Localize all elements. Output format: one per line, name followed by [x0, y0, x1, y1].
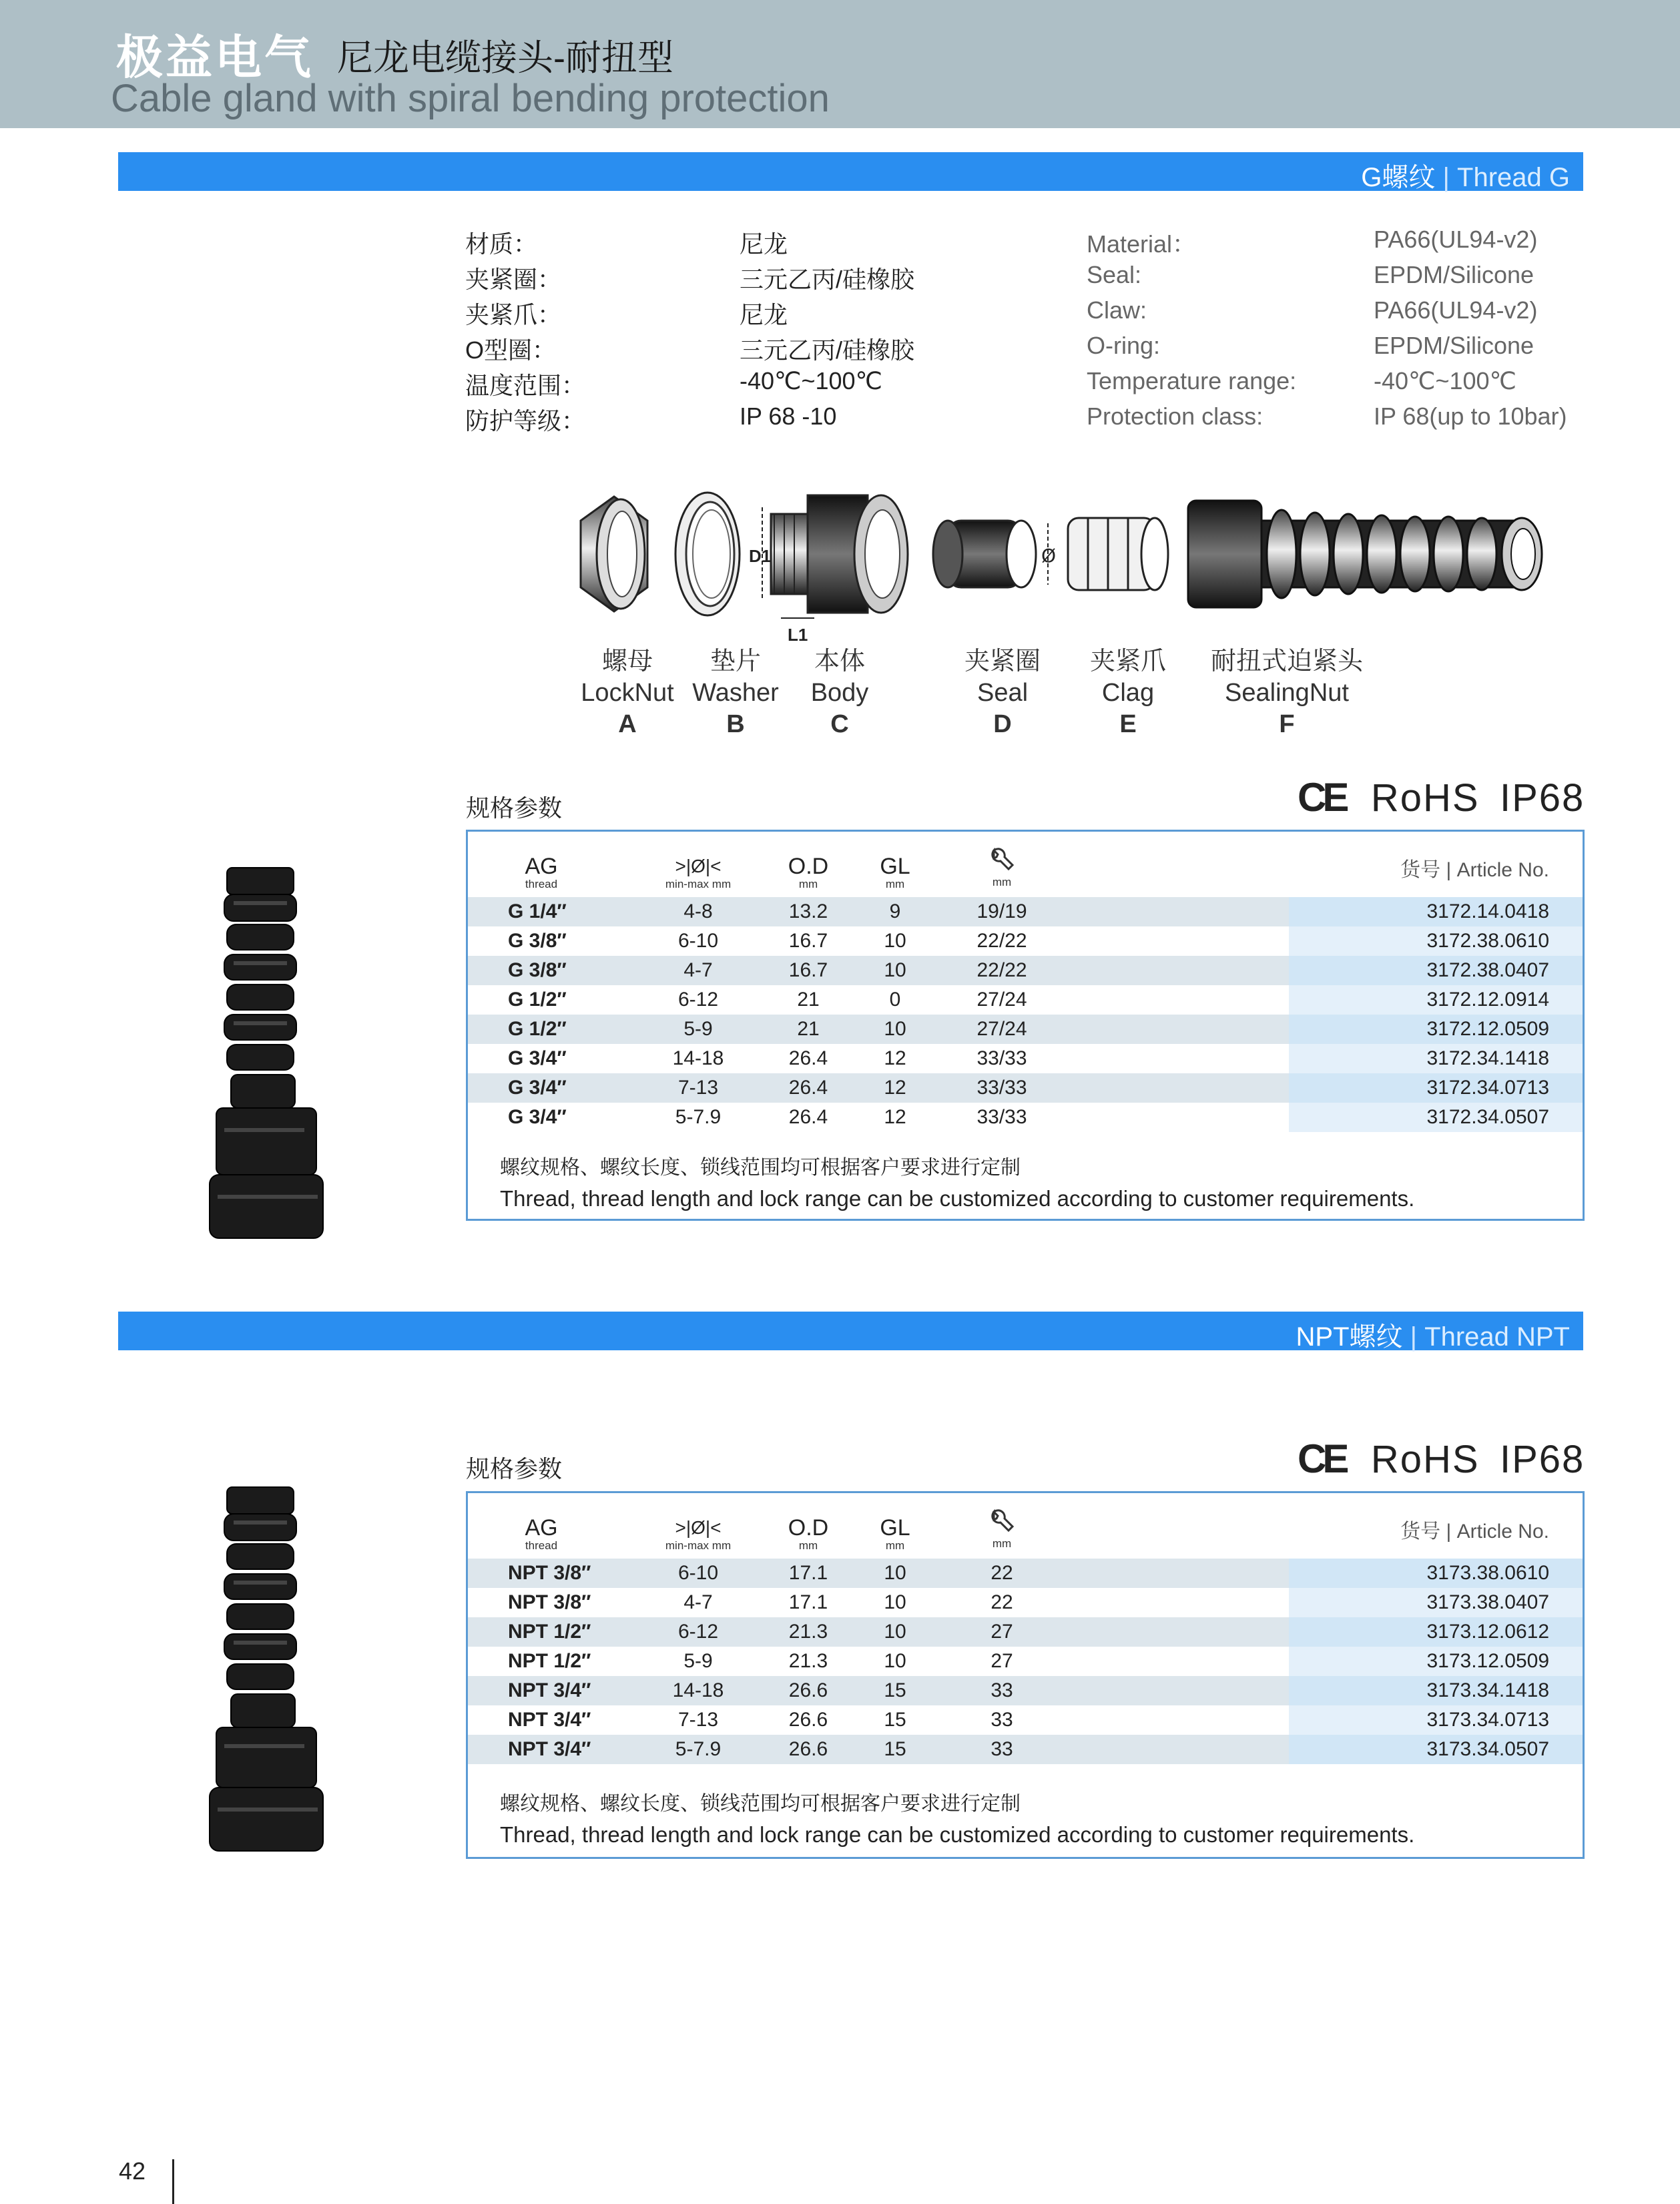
cell-range: 4-8 — [683, 900, 713, 922]
part-en: Washer — [692, 679, 779, 707]
params-title-g: 规格参数 — [466, 794, 563, 822]
section-npt-sep: | — [1410, 1322, 1418, 1352]
part-label-c — [753, 646, 926, 740]
cert-line-npt — [1298, 1436, 1585, 1482]
locknut-part — [581, 497, 647, 611]
col-od: O.D mm — [788, 854, 829, 890]
cell-range: 14-18 — [672, 1679, 724, 1701]
cell-thread: G 1/2″ — [508, 1018, 567, 1040]
spec-value-en: EPDM/Silicone — [1374, 332, 1534, 359]
cell-od: 21 — [797, 989, 820, 1011]
cell-gl: 10 — [884, 1562, 906, 1584]
cell-od: 26.6 — [788, 1738, 828, 1760]
spec-label-cn: 夹紧圈： — [465, 266, 562, 293]
cell-gl: 12 — [884, 1077, 906, 1099]
cell-article: 3172.34.0507 — [1426, 1106, 1549, 1128]
cell-thread: NPT 1/2″ — [508, 1650, 591, 1672]
cell-od: 21.3 — [788, 1621, 828, 1643]
brand-name: 极益电气 — [116, 31, 314, 83]
part-letter: E — [1119, 710, 1137, 738]
spec-value-en: -40℃~100℃ — [1374, 367, 1516, 394]
part-en: LockNut — [581, 679, 674, 707]
spec-value-cn: -40℃~100℃ — [740, 367, 882, 394]
section-g-cn: G螺纹 — [1361, 163, 1436, 192]
table-row — [468, 1647, 1583, 1676]
dim-o-label: Ø — [1041, 545, 1057, 567]
spec-value-cn: 三元乙丙/硅橡胶 — [740, 266, 915, 293]
part-letter: D — [993, 710, 1012, 738]
cell-thread: G 1/4″ — [508, 900, 567, 922]
spec-value-en: IP 68(up to 10bar) — [1374, 402, 1567, 430]
cell-thread: G 3/8″ — [508, 930, 567, 952]
cell-wrench: 22/22 — [976, 930, 1027, 952]
cell-wrench: 27 — [991, 1650, 1013, 1672]
rohs-label: RoHS — [1370, 1438, 1480, 1481]
cell-article: 3173.12.0509 — [1426, 1650, 1549, 1672]
section-bar-npt — [118, 1312, 1583, 1350]
cert-line-g — [1298, 774, 1585, 820]
part-label-e — [1041, 646, 1215, 740]
customize-note-en-npt: Thread, thread length and lock range can be customized according to customer requirements. — [500, 1822, 1415, 1847]
cell-wrench: 33/33 — [976, 1077, 1027, 1099]
cell-od: 26.6 — [788, 1709, 828, 1731]
cell-gl: 10 — [884, 1591, 906, 1613]
cell-range: 4-7 — [683, 959, 713, 981]
col-gl: GL mm — [880, 854, 910, 890]
spec-table-g — [466, 830, 1585, 1221]
cell-od: 16.7 — [788, 930, 828, 952]
spec-label-en: Claw: — [1087, 296, 1147, 324]
cell-article: 3172.38.0610 — [1426, 930, 1549, 952]
spec-value-en: PA66(UL94-v2) — [1374, 226, 1538, 253]
spec-label-cn: 温度范围： — [465, 372, 586, 399]
cell-od: 26.4 — [788, 1047, 828, 1069]
spec-label-en: Seal: — [1087, 261, 1142, 288]
cell-od: 17.1 — [788, 1562, 828, 1584]
cell-wrench: 22 — [991, 1591, 1013, 1613]
part-cn: 夹紧爪 — [1089, 647, 1166, 675]
cell-article: 3172.14.0418 — [1426, 900, 1549, 922]
section-npt-cn: NPT螺纹 — [1296, 1322, 1403, 1352]
cell-gl: 0 — [889, 989, 901, 1011]
col-article: 货号 | Article No. — [1400, 859, 1549, 881]
part-letter: B — [726, 710, 745, 738]
spec-value-en: PA66(UL94-v2) — [1374, 296, 1538, 324]
part-en: Clag — [1101, 679, 1155, 707]
dim-d1-label: D1 — [749, 546, 772, 566]
cell-article: 3173.34.0713 — [1426, 1709, 1549, 1731]
part-cn: 螺母 — [601, 647, 653, 675]
table-row — [468, 1735, 1583, 1764]
part-letter: F — [1279, 710, 1295, 738]
col-diameter: >|Ø|< min-max mm — [665, 1517, 732, 1552]
cell-article: 3173.34.0507 — [1426, 1738, 1549, 1760]
cell-gl: 10 — [884, 959, 906, 981]
table-row — [468, 1073, 1583, 1103]
col-ag: AG thread — [525, 854, 558, 890]
spec-value-en: EPDM/Silicone — [1374, 261, 1534, 288]
cell-article: 3172.34.0713 — [1426, 1077, 1549, 1099]
part-cn: 本体 — [814, 647, 865, 675]
cell-range: 7-13 — [677, 1077, 719, 1099]
wrench-icon — [989, 846, 1015, 873]
cell-gl: 15 — [884, 1679, 906, 1701]
cell-wrench: 27 — [991, 1621, 1013, 1643]
table-body-g — [468, 897, 1583, 1132]
part-en: SealingNut — [1225, 679, 1349, 707]
section-bar-g — [118, 152, 1583, 191]
part-cn: 耐扭式迫紧头 — [1210, 647, 1363, 675]
cell-wrench: 33 — [991, 1738, 1013, 1760]
page-number: 42 — [119, 2157, 146, 2185]
spec-value-cn: IP 68 -10 — [740, 402, 837, 430]
cell-od: 26.4 — [788, 1106, 828, 1128]
params-title-npt: 规格参数 — [466, 1455, 563, 1482]
col-ag: AG thread — [525, 1515, 558, 1552]
table-header — [468, 832, 1583, 892]
cell-thread: G 3/4″ — [508, 1077, 567, 1099]
table-row — [468, 1617, 1583, 1647]
cell-wrench: 33/33 — [976, 1047, 1027, 1069]
cell-thread: NPT 3/8″ — [508, 1562, 591, 1584]
customize-note-cn-npt: 螺纹规格、螺纹长度、锁线范围均可根据客户要求进行定制 — [500, 1793, 1021, 1815]
customize-note-en-g: Thread, thread length and lock range can be customized according to customer requirements. — [500, 1186, 1415, 1211]
part-letter: A — [618, 710, 637, 738]
cell-gl: 9 — [889, 900, 901, 922]
cell-range: 5-7.9 — [675, 1106, 722, 1128]
cell-wrench: 33 — [991, 1679, 1013, 1701]
spec-label-en: Protection class: — [1087, 402, 1264, 430]
cell-gl: 10 — [884, 1650, 906, 1672]
col-diameter: >|Ø|< min-max mm — [665, 856, 732, 890]
part-letter: C — [830, 710, 849, 738]
cell-thread: NPT 3/4″ — [508, 1738, 591, 1760]
cell-thread: G 3/4″ — [508, 1106, 567, 1128]
cell-wrench: 19/19 — [976, 900, 1027, 922]
page-number-divider — [172, 2159, 174, 2204]
table-row — [468, 897, 1583, 926]
col-wrench: mm — [975, 846, 1029, 888]
cell-range: 6-10 — [677, 1562, 719, 1584]
ce-mark: CE — [1298, 1436, 1346, 1481]
cell-wrench: 27/24 — [976, 989, 1027, 1011]
cell-od: 26.4 — [788, 1077, 828, 1099]
section-g-en: Thread G — [1457, 163, 1570, 192]
cell-article: 3173.12.0612 — [1426, 1621, 1549, 1643]
col-gl: GL mm — [880, 1515, 910, 1552]
cell-range: 6-10 — [677, 930, 719, 952]
wrench-icon — [989, 1508, 1015, 1535]
cell-article: 3173.34.1418 — [1426, 1679, 1549, 1701]
table-row — [468, 926, 1583, 956]
spec-label-cn: 夹紧爪： — [465, 301, 562, 328]
cell-range: 4-7 — [683, 1591, 713, 1613]
section-g-sep: | — [1442, 163, 1450, 192]
rohs-label: RoHS — [1370, 776, 1480, 820]
cell-thread: NPT 1/2″ — [508, 1621, 591, 1643]
spec-label-en: O-ring: — [1087, 332, 1161, 359]
cell-thread: G 1/2″ — [508, 989, 567, 1011]
cell-range: 5-7.9 — [675, 1738, 722, 1760]
table-row — [468, 1103, 1583, 1132]
cell-gl: 10 — [884, 1018, 906, 1040]
page-title-cn: 尼龙电缆接头-耐扭型 — [337, 38, 673, 78]
table-row — [468, 956, 1583, 985]
cell-gl: 15 — [884, 1709, 906, 1731]
product-photo-npt — [200, 1480, 334, 1854]
table-row — [468, 1588, 1583, 1617]
cell-article: 3173.38.0610 — [1426, 1562, 1549, 1584]
cell-article: 3172.12.0914 — [1426, 989, 1549, 1011]
cell-range: 6-12 — [677, 989, 719, 1011]
ce-mark: CE — [1298, 775, 1346, 820]
cell-gl: 15 — [884, 1738, 906, 1760]
cell-od: 21 — [797, 1018, 820, 1040]
claw-part — [1068, 518, 1168, 590]
spec-value-cn: 尼龙 — [740, 230, 788, 258]
spec-label-cn: O型圈： — [465, 336, 557, 364]
cell-range: 7-13 — [677, 1709, 719, 1731]
cell-od: 13.2 — [788, 900, 828, 922]
cell-od: 21.3 — [788, 1650, 828, 1672]
ip-rating-label: IP68 — [1499, 776, 1585, 820]
cell-wrench: 33/33 — [976, 1106, 1027, 1128]
body-part — [771, 495, 908, 613]
cell-range: 6-12 — [677, 1621, 719, 1643]
table-row — [468, 985, 1583, 1015]
dim-l1-label: L1 — [788, 625, 808, 645]
cell-thread: G 3/8″ — [508, 959, 567, 981]
spec-label-cn: 防护等级： — [465, 407, 586, 435]
table-row — [468, 1705, 1583, 1735]
cell-range: 14-18 — [672, 1047, 724, 1069]
part-cn: 夹紧圈 — [964, 647, 1041, 675]
table-row — [468, 1015, 1583, 1044]
cell-wrench: 22 — [991, 1562, 1013, 1584]
seal-part — [933, 521, 1036, 587]
cell-od: 17.1 — [788, 1591, 828, 1613]
cell-range: 5-9 — [683, 1650, 713, 1672]
spec-label-en: Material： — [1087, 230, 1197, 258]
cell-thread: NPT 3/4″ — [508, 1679, 591, 1701]
ip-rating-label: IP68 — [1499, 1438, 1585, 1481]
part-label-f — [1200, 646, 1374, 740]
spec-label-cn: 材质： — [465, 230, 538, 258]
cell-article: 3173.38.0407 — [1426, 1591, 1549, 1613]
cell-gl: 12 — [884, 1106, 906, 1128]
cell-gl: 10 — [884, 1621, 906, 1643]
table-row — [468, 1676, 1583, 1705]
cell-thread: NPT 3/8″ — [508, 1591, 591, 1613]
exploded-parts-drawing — [574, 487, 1549, 667]
cell-thread: NPT 3/4″ — [508, 1709, 591, 1731]
col-article: 货号 | Article No. — [1400, 1521, 1549, 1543]
table-header — [468, 1493, 1583, 1553]
table-row — [468, 1559, 1583, 1588]
part-cn: 垫片 — [710, 647, 761, 675]
cell-od: 26.6 — [788, 1679, 828, 1701]
cell-article: 3172.34.1418 — [1426, 1047, 1549, 1069]
sealing-nut-part — [1188, 501, 1542, 607]
cell-wrench: 27/24 — [976, 1018, 1027, 1040]
spec-value-cn: 三元乙丙/硅橡胶 — [740, 336, 915, 364]
washer-part — [675, 493, 740, 615]
customize-note-cn-g: 螺纹规格、螺纹长度、锁线范围均可根据客户要求进行定制 — [500, 1157, 1021, 1179]
spec-value-cn: 尼龙 — [740, 301, 788, 328]
cell-od: 16.7 — [788, 959, 828, 981]
product-photo-g — [200, 861, 334, 1242]
cell-gl: 10 — [884, 930, 906, 952]
part-en: Seal — [976, 679, 1029, 707]
cell-article: 3172.12.0509 — [1426, 1018, 1549, 1040]
col-wrench: mm — [975, 1508, 1029, 1550]
cell-wrench: 22/22 — [976, 959, 1027, 981]
cell-wrench: 33 — [991, 1709, 1013, 1731]
section-bar-g-label — [1361, 156, 1570, 194]
cell-thread: G 3/4″ — [508, 1047, 567, 1069]
cell-article: 3172.38.0407 — [1426, 959, 1549, 981]
spec-table-npt — [466, 1491, 1585, 1859]
cell-gl: 12 — [884, 1047, 906, 1069]
spec-label-en: Temperature range: — [1087, 367, 1297, 394]
cell-range: 5-9 — [683, 1018, 713, 1040]
page-title-en: Cable gland with spiral bending protection — [111, 77, 830, 120]
table-body-npt — [468, 1559, 1583, 1764]
table-row — [468, 1044, 1583, 1073]
part-en: Body — [810, 679, 869, 707]
section-bar-npt-label — [1296, 1316, 1571, 1354]
col-od: O.D mm — [788, 1515, 829, 1552]
section-npt-en: Thread NPT — [1424, 1322, 1570, 1352]
